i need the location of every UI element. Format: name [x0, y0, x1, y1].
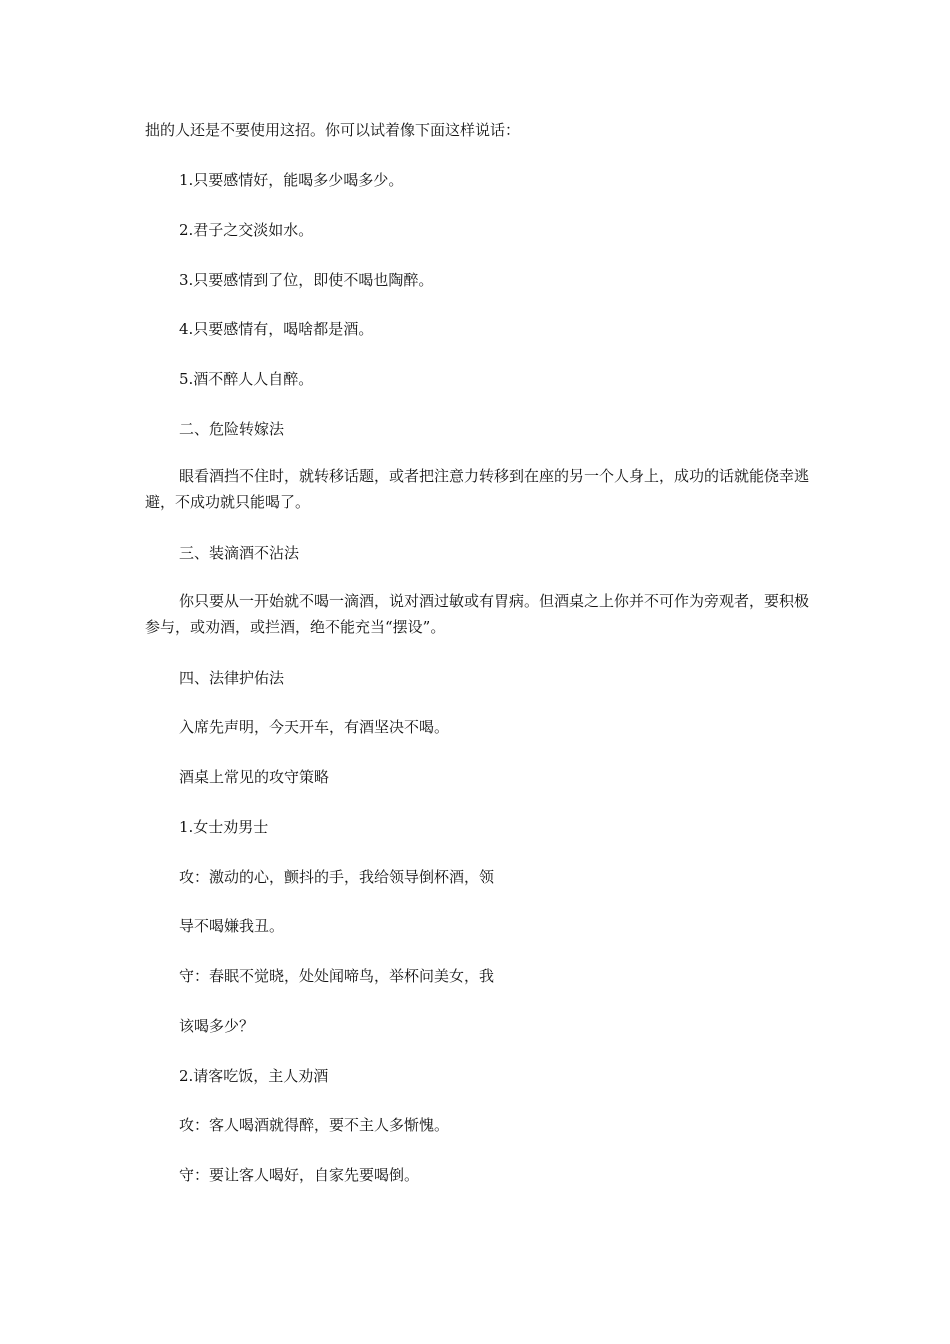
list-item-2: 2.君子之交淡如水。: [179, 221, 314, 239]
list-item-3: 3.只要感情到了位，即使不喝也陶醉。: [179, 271, 434, 289]
list-item-1: 1.只要感情好，能喝多少喝多少。: [179, 171, 404, 189]
strategy-1-defense-cont: 该喝多少？: [179, 1017, 255, 1035]
list-item-5: 5.酒不醉人人自醉。: [179, 370, 314, 388]
section-heading-strategies: 酒桌上常见的攻守策略: [179, 768, 330, 786]
strategy-2-title: 2.请客吃饭，主人劝酒: [179, 1067, 329, 1085]
section-heading-3: 三、装滴酒不沾法: [179, 544, 300, 562]
strategy-1-title: 1.女士劝男士: [179, 818, 269, 836]
paragraph-intro-continuation: 拙的人还是不要使用这招。你可以试着像下面这样说话：: [145, 121, 521, 139]
strategy-1-attack: 攻：激动的心，颤抖的手，我给领导倒杯酒，领: [179, 868, 495, 886]
strategy-1-attack-cont: 导不喝嫌我丑。: [179, 917, 285, 935]
strategy-2-attack: 攻：客人喝酒就得醉，要不主人多惭愧。: [179, 1116, 450, 1134]
paragraph-no-drinking: 你只要从一开始就不喝一滴酒，说对酒过敏或有胃病。但酒桌之上你并不可作为旁观者，要积极参与，或劝酒，或拦酒，绝不能充当“摆设”。: [145, 592, 810, 636]
section-heading-2: 二、危险转嫁法: [179, 420, 285, 438]
section-heading-4: 四、法律护佑法: [179, 669, 285, 687]
strategy-1-defense: 守：春眠不觉晓，处处闻啼鸟，举杯问美女，我: [179, 967, 495, 985]
list-item-4: 4.只要感情有，喝啥都是酒。: [179, 320, 374, 338]
strategy-2-defense: 守：要让客人喝好，自家先要喝倒。: [179, 1166, 420, 1184]
paragraph-danger-transfer: 眼看酒挡不住时，就转移话题，或者把注意力转移到在座的另一个人身上，成功的话就能侥幸逃避，不成功就只能喝了。: [145, 467, 810, 511]
paragraph-law-protection: 入席先声明，今天开车，有酒坚决不喝。: [179, 718, 450, 736]
